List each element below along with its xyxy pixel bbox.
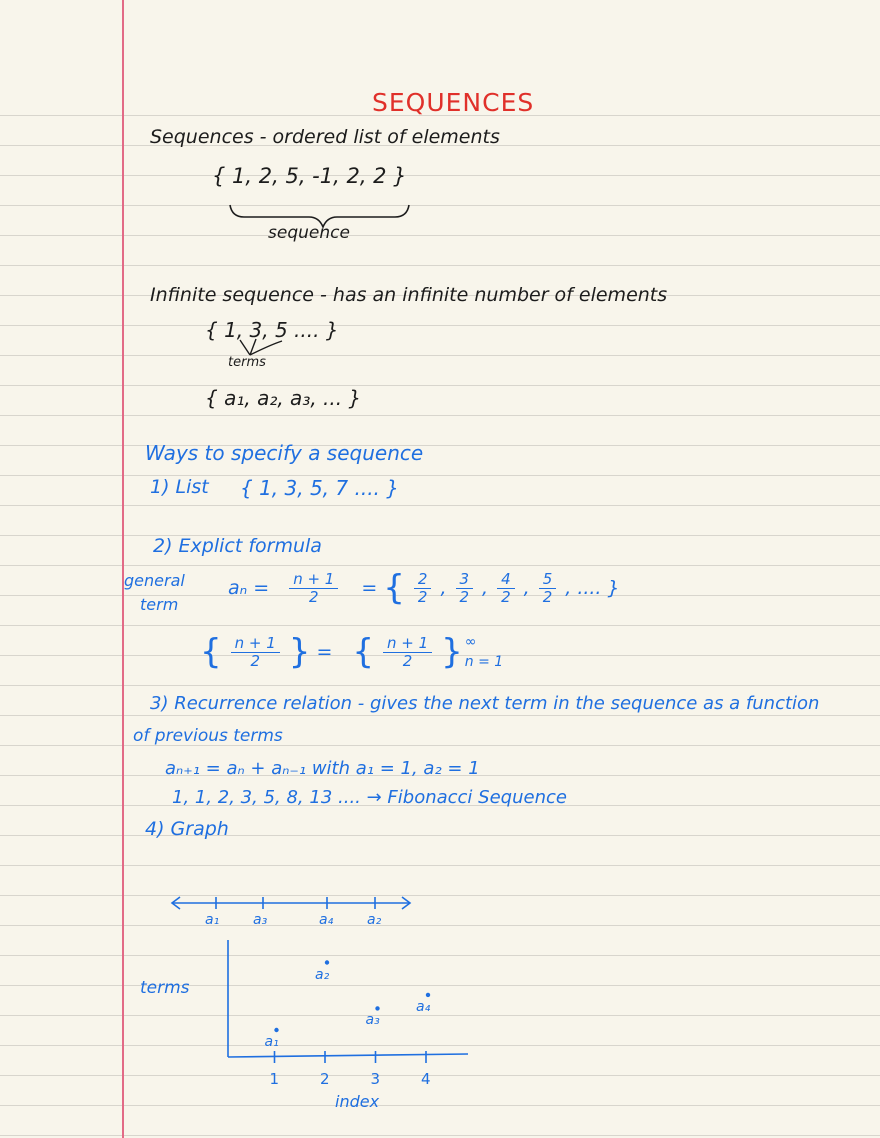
number-line: [172, 897, 410, 909]
terms-label: terms: [228, 355, 266, 370]
equals: =: [316, 641, 333, 663]
graph-points: [274, 960, 430, 1032]
terms-arrows: [240, 339, 282, 355]
graph-ticks: [275, 1051, 427, 1063]
recurrence-item: 3) Recurrence relation - gives the next term in the sequence as a function: [150, 693, 820, 714]
explicit-item: 2) Explict formula: [153, 535, 322, 557]
number-line-label: a₄: [319, 912, 334, 928]
underbrace: [230, 205, 409, 227]
point-label: a₂: [315, 966, 330, 983]
numerator: 5: [539, 571, 557, 589]
numerator: n + 1: [231, 635, 280, 653]
denominator: 2: [501, 587, 511, 606]
example-set: { 1, 2, 5, -1, 2, 2 }: [212, 164, 407, 188]
close-brace: }: [288, 632, 311, 672]
definition: Sequences - ordered list of elements: [150, 126, 500, 148]
x-tick-label: 2: [320, 1070, 330, 1088]
brace-label: sequence: [268, 223, 350, 243]
close-brace: }: [441, 632, 463, 672]
recurrence-cont: of previous terms: [133, 726, 283, 746]
upper-limit: ∞: [464, 634, 477, 650]
denominator: 2: [542, 587, 553, 606]
denominator: 2: [250, 651, 260, 670]
point-label: a₁: [264, 1034, 279, 1050]
term-label: term: [140, 595, 179, 614]
list-example: { 1, 3, 5, 7 .... }: [240, 476, 399, 500]
x-axis-label: index: [335, 1092, 380, 1111]
numerator: 3: [456, 571, 474, 589]
data-point: [325, 960, 329, 964]
point-label: a₃: [365, 1012, 380, 1029]
numerator: 4: [497, 571, 515, 589]
infinite-general: { a₁, a₂, a₃, ... }: [205, 386, 362, 410]
graph-item: 4) Graph: [145, 818, 229, 840]
denominator: 2: [417, 587, 428, 606]
equals: =: [361, 577, 378, 599]
open-brace: {: [200, 632, 222, 672]
formula-tail: , .... }: [565, 577, 620, 599]
point-label: a₄: [416, 998, 431, 1015]
x-tick-label: 4: [421, 1070, 431, 1088]
infinite-example: { 1, 3, 5 .... }: [205, 318, 339, 342]
page-title: SEQUENCES: [372, 88, 535, 117]
data-point: [426, 993, 430, 997]
numerator: 2: [414, 571, 432, 589]
fibonacci: 1, 1, 2, 3, 5, 8, 13 .... → Fibonacci Sequence: [172, 787, 567, 808]
explicit-formula: aₙ = $\frac{n + 1}{2}$ = { $\frac{2}{2}$ , $\frac{3}{2}$ , $\frac{4}{2}$ , $\frac{5}{2}$ , .... }: [228, 568, 620, 608]
denominator: 2: [402, 651, 413, 670]
formula-lhs: aₙ =: [228, 577, 270, 599]
number-line-label: a₁: [205, 912, 220, 928]
denominator: 2: [308, 587, 319, 606]
numerator: n + 1: [289, 571, 338, 589]
data-point: [375, 1006, 379, 1010]
y-axis-label: terms: [140, 978, 190, 998]
lower-limit: n = 1: [464, 654, 504, 670]
ways-heading: Ways to specify a sequence: [145, 441, 424, 465]
list-item: 1) List: [150, 476, 209, 498]
denominator: 2: [459, 587, 470, 606]
numerator: n + 1: [383, 635, 432, 653]
infinite-definition: Infinite sequence - has an infinite number of elements: [150, 284, 668, 306]
number-line-label: a₃: [253, 912, 268, 928]
x-tick-label: 1: [269, 1070, 280, 1088]
x-tick-label: 3: [370, 1070, 381, 1088]
recurrence-formula: aₙ₊₁ = aₙ + aₙ₋₁ with a₁ = 1, a₂ = 1: [165, 758, 480, 779]
general-label: general: [124, 571, 185, 590]
open-brace: {: [383, 568, 405, 608]
data-point: [274, 1028, 278, 1032]
number-line-label: a₂: [367, 912, 382, 928]
open-brace: {: [352, 632, 374, 672]
